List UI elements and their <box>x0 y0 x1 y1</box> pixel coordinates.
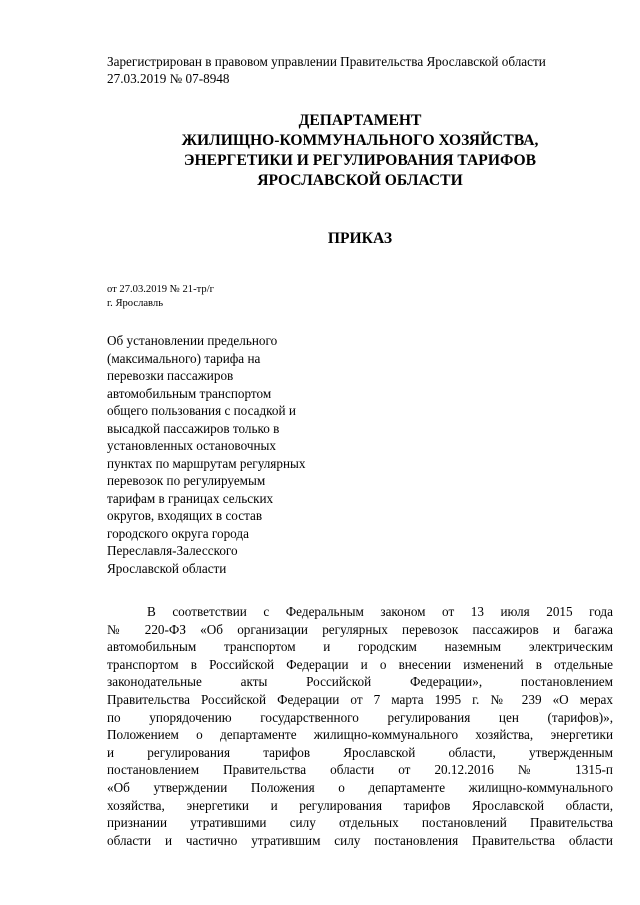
subject-line: Ярославской области <box>107 560 227 576</box>
department-line-1: ДЕПАРТАМЕНТ <box>298 112 422 129</box>
subject-line: перевозки пассажиров <box>107 368 234 383</box>
subject-line: установленных остановочных <box>107 438 276 453</box>
registration-line-1: Зарегистрирован в правовом управлении Правительства Ярославской области <box>107 54 546 69</box>
order-meta <box>107 283 407 311</box>
order-date-number: от 27.03.2019 № 21-тр/г <box>107 284 214 295</box>
order-body <box>107 603 613 849</box>
body-line: признании утратившими силу отдельных постановлений Правительства <box>107 815 613 831</box>
order-subject <box>107 332 347 577</box>
department-line-2: ЖИЛИЩНО-КОММУНАЛЬНОГО ХОЗЯЙСТВА, <box>181 132 539 149</box>
body-line: В соответствии с Федеральным законом от 13 июля 2015 года <box>147 604 613 619</box>
body-line: «Об утверждении Положения о департаменте жилищно-коммунального <box>107 779 613 795</box>
body-line: транспортом в Российской Федерации и о внесении изменений в отдельные <box>107 656 613 672</box>
subject-line: перевозок по регулируемым <box>107 473 266 488</box>
registration-note <box>107 53 607 87</box>
order-place: г. Ярославль <box>107 298 164 309</box>
body-line: постановлением Правительства области от 20.12.2016 № 1315-п <box>107 762 613 778</box>
body-line: законодательные акты Российской Федерации», постановлением <box>107 674 613 690</box>
body-line: и регулирования тарифов Ярославской области, утвержденным <box>107 744 613 760</box>
subject-line: Переславля-Залесского <box>107 543 238 558</box>
subject-line: высадкой пассажиров только в <box>107 420 280 436</box>
body-line: хозяйства, энергетики и регулирования тарифов Ярославской области, <box>107 797 613 813</box>
subject-line: автомобильным транспортом <box>107 385 272 401</box>
department-line-4: ЯРОСЛАВСКОЙ ОБЛАСТИ <box>257 172 463 189</box>
body-line: автомобильным транспортом и городским наземным электрическим <box>107 639 613 655</box>
body-line: № 220-ФЗ «Об организации регулярных перевозок пассажиров и багажа <box>107 621 613 637</box>
subject-line: тарифам в границах сельских <box>107 490 274 506</box>
department-line-3: ЭНЕРГЕТИКИ И РЕГУЛИРОВАНИЯ ТАРИФОВ <box>183 152 537 169</box>
body-line: Правительства Российской Федерации от 7 марта 1995 г. № 239 «О мерах <box>107 691 613 707</box>
subject-line: (максимального) тарифа на <box>107 350 261 366</box>
department-header <box>100 111 620 191</box>
body-line: области и частично утратившим силу постановления Правительства области <box>107 832 613 848</box>
subject-line: пунктах по маршрутам регулярных <box>107 455 306 471</box>
order-title: ПРИКАЗ <box>327 230 393 247</box>
subject-line: Об установлении предельного <box>107 333 278 348</box>
subject-line: городского округа города <box>107 525 249 541</box>
body-line: по упорядочению государственного регулирования цен (тарифов)», <box>107 709 613 725</box>
body-line: Положением о департаменте жилищно-коммунального хозяйства, энергетики <box>107 727 613 743</box>
subject-line: общего пользования с посадкой и <box>107 403 296 418</box>
subject-line: округов, входящих в состав <box>107 508 263 523</box>
registration-line-2: 27.03.2019 № 07-8948 <box>107 71 230 86</box>
